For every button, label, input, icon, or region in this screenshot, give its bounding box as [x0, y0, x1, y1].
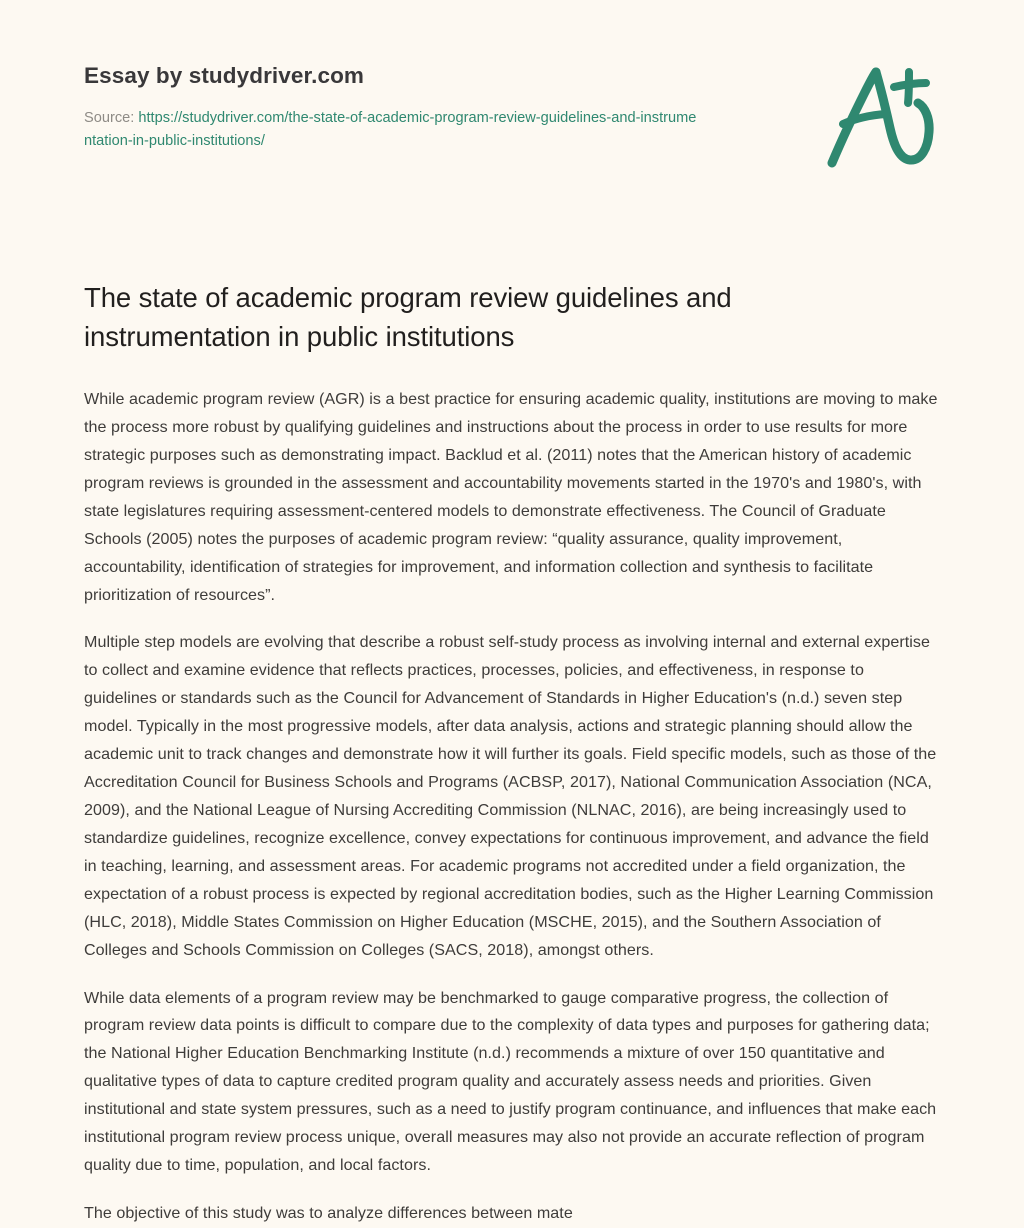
- article-paragraph: While data elements of a program review may be benchmarked to gauge comparative progress, the collection of program review data points is difficult to compare due to the complexity of data types and purposes for gathering data; the National Higher Education Benchmarking Institute (n.d.) recommends a mixture of over 150 quantitative and qualitative types of data to capture credited program quality and accurately assess needs and priorities. Given institutional and state system pressures, such as a need to justify program continuance, and influences that make each institutional program review process unique, overall measures may also not provide an accurate reflection of program quality due to time, population, and local factors.: [84, 988, 937, 1175]
- source-line: [84, 107, 704, 153]
- source-label: Source:: [84, 110, 139, 126]
- source-url-link[interactable]: https://studydriver.com/the-state-of-academic-program-review-guidelines-and-instrumentation-in-public-institutions/: [84, 110, 697, 150]
- a-plus-logo-icon: [820, 58, 942, 176]
- article-paragraph: While academic program review (AGR) is a best practice for ensuring academic quality, institutions are moving to make the process more robust by qualifying guidelines and instructions about the process in order to use results for more strategic purposes such as demonstrating impact. Backlud et al. (2011) notes that the American history of academic program reviews is grounded in the assessment and accountability movements started in the 1970's and 1980's, with state legislatures requiring assessment-centered models to demonstrate effectiveness. The Council of Graduate Schools (2005) notes the purposes of academic program review: “quality assurance, quality improvement, accountability, identification of strategies for improvement, and information collection and synthesis to facilitate prioritization of resources”.: [84, 390, 938, 604]
- article-paragraph: Multiple step models are evolving that describe a robust self-study process as involving internal and external expertise to collect and examine evidence that reflects practices, processes, policies, and effectiveness, in response to guidelines or standards such as the Council for Advancement of Standards in Higher Education's (n.d.) seven step model. Typically in the most progressive models, after data analysis, actions and strategic planning should allow the academic unit to track changes and demonstrate how it will further its goals. Field specific models, such as those of the Accreditation Council for Business Schools and Programs (ACBSP, 2017), National Communication Association (NCA, 2009), and the National League of Nursing Accrediting Commission (NLNAC, 2016), are being increasingly used to standardize guidelines, recognize excellence, convey expectations for continuous improvement, and advance the field in teaching, learning, and assessment areas. For academic programs not accredited under a field organization, the expectation of a robust process is expected by regional accreditation bodies, such as the Higher Learning Commission (HLC, 2018), Middle States Commission on Higher Education (MSCHE, 2015), and the Southern Association of Colleges and Schools Commission on Colleges (SACS, 2018), amongst others.: [84, 633, 937, 959]
- page-title: The state of academic program review guidelines and instrumentation in public institutions: [84, 282, 732, 353]
- article-body: [84, 356, 940, 1228]
- article-paragraph: The objective of this study was to analyze differences between mate: [84, 1203, 573, 1222]
- page-header: [84, 0, 940, 190]
- brand-title: Essay by studydriver.com: [84, 63, 365, 88]
